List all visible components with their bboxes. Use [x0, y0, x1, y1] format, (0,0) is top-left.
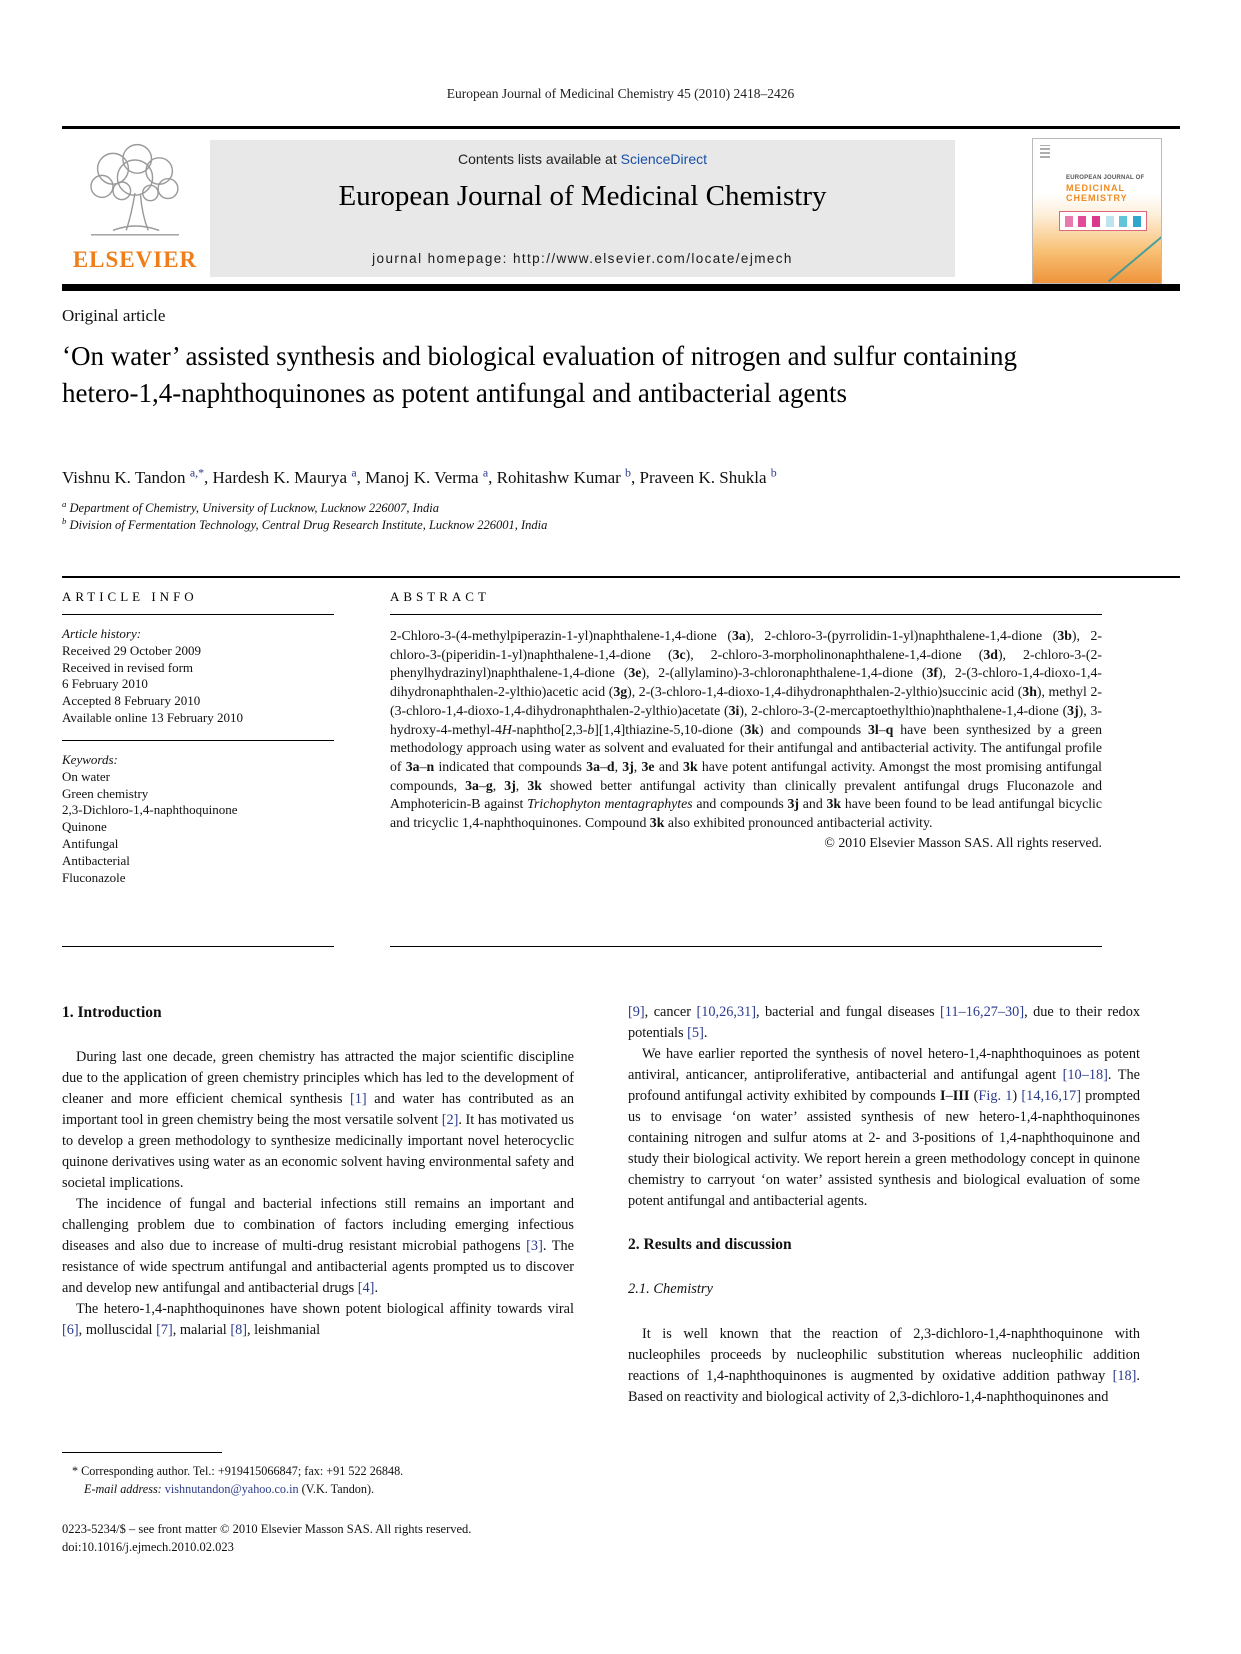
- ref-link[interactable]: [8]: [230, 1322, 248, 1338]
- doi-line: doi:10.1016/j.ejmech.2010.02.023: [62, 1540, 234, 1554]
- author-affiliation-sup[interactable]: a,*: [189, 465, 205, 480]
- issn-line: 0223-5234/$ – see front matter © 2010 Elsevier Masson SAS. All rights reserved.: [62, 1522, 472, 1536]
- body-column-left: [62, 1002, 574, 1341]
- ref-link[interactable]: [10,26,31]: [696, 1004, 756, 1020]
- keyword-item: Antibacterial: [62, 852, 130, 868]
- cover-journal-name-chemistry: CHEMISTRY: [1066, 193, 1128, 203]
- intro-paragraph-3: The hetero-1,4-naphthoquinones have shown potent biological affinity towards viral [6], molluscidal [7], malarial [8], leishmanial: [62, 1301, 574, 1338]
- history-item: 6 February 2010: [62, 676, 148, 692]
- cover-journal-name-medicinal: MEDICINAL: [1066, 183, 1125, 193]
- keywords-divider-rule: [62, 740, 334, 741]
- history-item: Received 29 October 2009: [62, 642, 201, 658]
- intro-paragraph-2: The incidence of fungal and bacterial infections still remains an important and challenging problem due to combination of factors including emerging infectious diseases and also due to increase of multi-drug resistant microbial pathogens [3]. The resistance of wide spectrum antifungal and antibacterial agents prompted us to discover and develop new antifungal and antibacterial drugs [4].: [62, 1196, 574, 1296]
- ref-link[interactable]: [5]: [687, 1025, 704, 1041]
- homepage-label: journal homepage:: [372, 251, 513, 266]
- authors-line: Vishnu K. Tandon $^{a,*}$, Hardesh K. Maurya $^a$, Manoj K. Verma $^a$, Rohitashw Kumar $^b$, Praveen K. Shukla $^b$: [62, 465, 777, 487]
- history-item: Accepted 8 February 2010: [62, 693, 201, 709]
- ref-link[interactable]: [14,16,17]: [1021, 1088, 1081, 1104]
- issn-doi-footer: [62, 1520, 762, 1556]
- keyword-item: On water: [62, 768, 111, 784]
- ref-link[interactable]: [2]: [441, 1112, 459, 1128]
- abstract-heading-rule: [390, 614, 1102, 615]
- email-link[interactable]: vishnutandon@yahoo.co.in: [164, 1482, 299, 1496]
- keyword-item: 2,3-Dichloro-1,4-naphthoquinone: [62, 802, 238, 818]
- elsevier-tree-icon: [62, 141, 208, 245]
- cover-structures-strip: [1059, 211, 1147, 231]
- author-affiliation-sup[interactable]: b: [770, 465, 777, 480]
- chemistry-paragraph-1: It is well known that the reaction of 2,3-dichloro-1,4-naphthoquinone with nucleophiles proceeds by nucleophilic substitution whereas nucleophilic addition reactions of 1,4-naphthoquinones is augmented by oxidative addition pathway [18]. Based on reactivity and biological activity of 2,3-dichloro-1,4-naphthoquinones and: [628, 1326, 1140, 1405]
- header-divider-rule: [62, 284, 1180, 291]
- top-rule: [62, 126, 1180, 129]
- author-affiliation-sup[interactable]: a: [351, 465, 357, 480]
- email-label: E-mail address:: [84, 1482, 162, 1496]
- ref-link[interactable]: [7]: [156, 1322, 173, 1338]
- abstract-block: [390, 627, 1102, 852]
- elsevier-logo-text: ELSEVIER: [72, 247, 198, 272]
- ref-link[interactable]: [11–16,27–30]: [940, 1004, 1025, 1020]
- article-info-bottom-rule: [62, 946, 334, 947]
- footnote-contact-line: * Corresponding author. Tel.: +919415066847; fax: +91 522 26848.: [72, 1464, 404, 1478]
- keywords-block: [62, 752, 334, 886]
- keywords-label: Keywords:: [62, 752, 118, 767]
- keyword-item: Fluconazole: [62, 869, 126, 885]
- keyword-item: Green chemistry: [62, 785, 149, 801]
- intro-paragraph-3-continued: [9], cancer [10,26,31], bacterial and fungal diseases [11–16,27–30], due to their redox potentials [5].: [628, 1004, 1140, 1041]
- keyword-item: Antifungal: [62, 835, 119, 851]
- cover-logo-icon: [1040, 145, 1050, 158]
- body-column-right: [628, 1002, 1140, 1408]
- info-abstract-top-rule: [62, 576, 1180, 578]
- chemistry-subheading: 2.1. Chemistry: [628, 1281, 713, 1297]
- history-item: Received in revised form: [62, 659, 194, 675]
- homepage-url-link[interactable]: http://www.elsevier.com/locate/ejmech: [512, 251, 793, 266]
- footnote-email-line: [62, 1480, 574, 1498]
- keyword-item: Quinone: [62, 819, 107, 835]
- article-history: [62, 626, 334, 727]
- article-title: ‘On water’ assisted synthesis and biological evaluation of nitrogen and sulfur containing hetero-1,4-naphthoquinones as potent antifungal and antibacterial agents: [62, 341, 1018, 408]
- contents-line: [210, 151, 955, 167]
- author-affiliation-sup[interactable]: b: [625, 465, 631, 480]
- abstract-text: 2-Chloro-3-(4-methylpiperazin-1-yl)naphthalene-1,4-dione (3a), 2-chloro-3-(pyrrolidin-1-yl)naphthalene-1,4-dione (3b), 2-chloro-3-(piperidin-1-yl)naphthalene-1,4-dione (3c), 2-chloro-3-morpholinonaphthalene-1,4-dione (3d), 2-chloro-3-(2-phenylhydrazinyl)naphthalene-1,4-dione (3e), 2-(allylamino)-3-chloronaphthalene-1,4-dione (3f), 2-(3-chloro-1,4-dioxo-1,4-dihydronaphthalen-2-ylthio)acetic acid (3g), 2-(3-chloro-1,4-dioxo-1,4-dihydronaphthalen-2-ylthio)succinic acid (3h), methyl 2-(3-chloro-1,4-dioxo-1,4-dihydronaphthalen-2-ylthio)acetate (3i), 2-chloro-3-(2-mercaptoethylthio)naphthalene-1,4-dione (3j), 3-hydroxy-4-methyl-4H-naphtho[2,3-b][1,4]thiazine-5,10-dione (3k) and compounds 3l–q have been synthesized by a green methodology approach using water as solvent and evaluated for their antifungal and antibacterial activity. The antifungal profile of 3a–n indicated that compounds 3a–d, 3j, 3e and 3k have potent antifungal activity. Amongst the most promising antifungal compounds, 3a–g, 3j, 3k showed better antifungal activity than clinically prevalent antifungal drugs Fluconazole and Amphotericin-B against Trichophyton mentagraphytes and compounds 3j and 3k have been found to be lead antifungal bicyclic and tricyclic 1,4-naphthoquinones. Compound 3k also exhibited pronounced antibacterial activity.: [390, 628, 1103, 831]
- email-suffix: (V.K. Tandon).: [298, 1482, 375, 1496]
- journal-citation: European Journal of Medicinal Chemistry 45 (2010) 2418–2426: [446, 86, 795, 101]
- ref-link[interactable]: [9]: [628, 1004, 645, 1020]
- sciencedirect-link[interactable]: ScienceDirect: [620, 151, 707, 167]
- abstract-bottom-rule: [390, 946, 1102, 947]
- article-history-label: Article history:: [62, 626, 142, 641]
- ref-link[interactable]: [3]: [526, 1238, 543, 1254]
- cover-journal-name-small: EUROPEAN JOURNAL OF: [1066, 175, 1145, 181]
- ref-link[interactable]: [4]: [357, 1280, 375, 1296]
- journal-header-banner: [210, 140, 955, 277]
- ref-link[interactable]: [1]: [350, 1091, 367, 1107]
- history-item: Available online 13 February 2010: [62, 709, 243, 725]
- intro-paragraph-1: During last one decade, green chemistry has attracted the major scientific discipline due to the application of green chemistry principles which has led to the development of cleaner and more efficient chemical synthesis [1] and water has contributed as an important tool in green chemistry being the most versatile solvent [2]. It has motivated us to develop a green methodology to synthesize medicinally important novel heterocyclic quinone derivatives using water as an economic solvent having environmental safety and societal implications.: [62, 1049, 574, 1191]
- corresponding-author-footnote: [62, 1462, 574, 1498]
- cover-diagonal-mark: [1108, 236, 1162, 284]
- ref-link[interactable]: [18]: [1112, 1368, 1137, 1384]
- ref-link[interactable]: [6]: [62, 1322, 79, 1338]
- journal-title: European Journal of Medicinal Chemistry: [338, 180, 827, 212]
- affiliations: [62, 500, 547, 534]
- contents-prefix: Contents lists available at: [457, 151, 621, 167]
- introduction-heading: 1. Introduction: [62, 1004, 162, 1021]
- journal-cover-thumbnail[interactable]: [1032, 138, 1162, 284]
- ref-link[interactable]: [10–18]: [1062, 1067, 1108, 1083]
- article-info-heading: ARTICLE INFO: [62, 589, 198, 604]
- author-affiliation-sup[interactable]: a: [482, 465, 489, 480]
- abstract-heading: ABSTRACT: [390, 589, 490, 604]
- affiliation-a: $^a$ Department of Chemistry, University of Lucknow, Lucknow 226007, India: [62, 498, 440, 515]
- elsevier-logo[interactable]: [62, 141, 208, 280]
- homepage-line: [210, 251, 955, 266]
- article-type-label: Original article: [62, 306, 166, 325]
- footnote-rule: [62, 1452, 222, 1453]
- affiliation-b: $^b$ Division of Fermentation Technology, Central Drug Research Institute, Lucknow 226001, India: [62, 515, 548, 532]
- results-heading: 2. Results and discussion: [628, 1236, 792, 1253]
- abstract-copyright: © 2010 Elsevier Masson SAS. All rights reserved.: [824, 834, 1102, 850]
- article-info-heading-rule: [62, 614, 334, 615]
- intro-paragraph-4: We have earlier reported the synthesis of novel hetero-1,4-naphthoquinoes as potent antiviral, anticancer, antiproliferative, antibacterial and antifungal agent [10–18]. The profound antifungal activity exhibited by compounds I–III (Fig. 1) [14,16,17] prompted us to envisage ‘on water’ assisted synthesis of new hetero-1,4-naphthoquinones containing nitrogen and sulfur atoms at 2- and 3-positions of 1,4-naphthoquinone and study their biological activity. We report herein a green methodology concept in quinone chemistry to carryout ‘on water’ assisted synthesis and biological evaluation of some potent antifungal and antibacterial agents.: [628, 1046, 1140, 1209]
- figure-link[interactable]: Fig. 1: [978, 1088, 1013, 1104]
